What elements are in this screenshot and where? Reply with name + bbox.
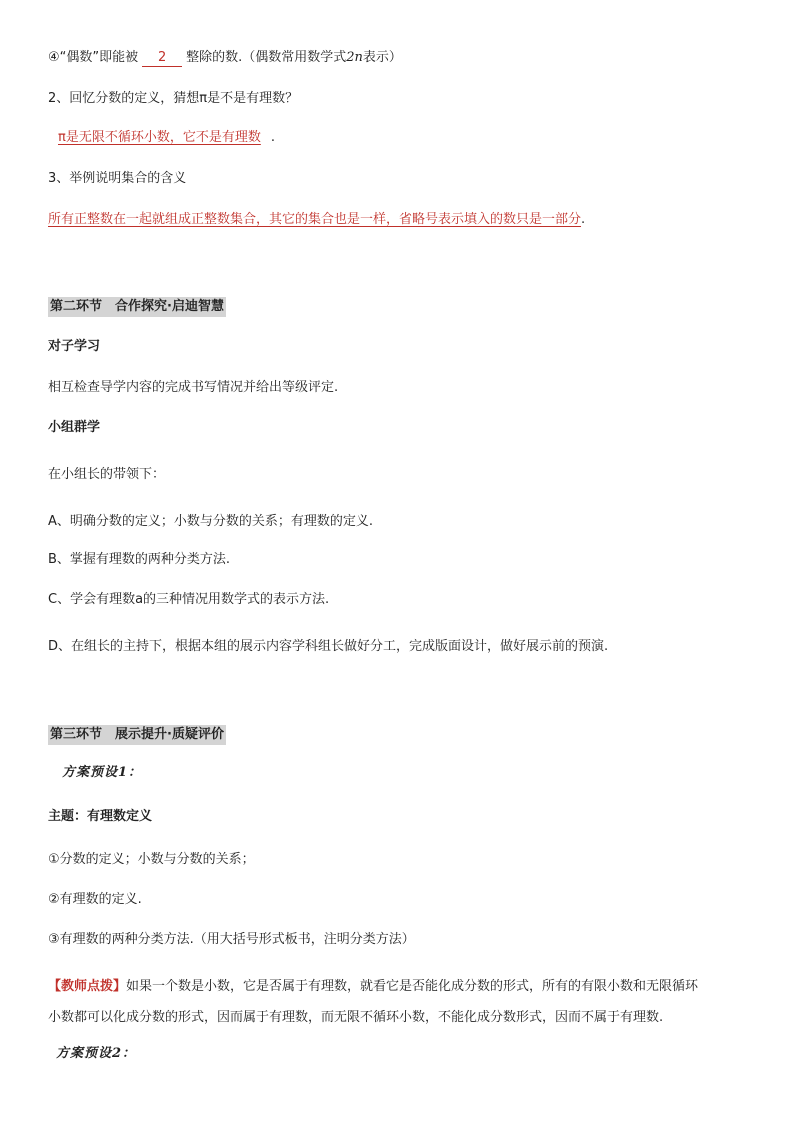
group-item-d: D、在组长的主持下，根据本组的展示内容学科组长做好分工，完成版面设计，做好展示前的预演. [48, 639, 609, 654]
item4-end: 表示） [362, 50, 402, 65]
question-3: 3、举例说明集合的含义 [48, 171, 187, 186]
item4-prefix: ④“偶数”即能被 [48, 50, 139, 65]
question-3-answer-line [48, 211, 585, 229]
question-2-answer-line [48, 129, 275, 147]
question-3-answer: 所有正整数在一起就组成正整数集合，其它的集合也是一样，省略号表示填入的数只是一部分 [48, 212, 582, 227]
point-2: ②有理数的定义. [48, 892, 142, 907]
teacher-tip-line-1 [48, 978, 698, 996]
plan-1-title: 方案预设1： [62, 765, 143, 780]
group-item-a: A、明确分数的定义；小数与分数的关系；有理数的定义. [48, 514, 374, 529]
teacher-tip-line-2: 小数都可以化成分数的形式，因而属于有理数，而无限不循环小数，不能化成分数形式，因而不属于有理数. [48, 1010, 664, 1025]
question-2: 2、回忆分数的定义，猜想π是不是有理数？ [48, 91, 299, 106]
point-3: ③有理数的两种分类方法.（用大括号形式板书，注明分类方法） [48, 932, 415, 947]
point-1: ①分数的定义；小数与分数的关系； [48, 852, 255, 867]
pair-study-title: 对子学习 [48, 339, 101, 354]
group-study-intro: 在小组长的带领下： [48, 467, 166, 482]
item4-expression: 2n [346, 50, 363, 65]
section-2-heading: 第二环节 合作探究·启迪智慧 [48, 297, 226, 317]
group-item-c: C、学会有理数a的三种情况用数学式的表示方法. [48, 592, 330, 607]
topic-title: 主题：有理数定义 [48, 809, 153, 824]
item4-answer-blank: 2 [142, 50, 182, 67]
question-2-answer-end: . [270, 130, 275, 145]
item4-suffix: 整除的数.（偶数常用数学式 [186, 50, 347, 65]
teacher-tip-text-1: 如果一个数是小数，它是否属于有理数，就看它是否能化成分数的形式，所有的有限小数和无限循环 [126, 979, 699, 994]
teacher-tip-label: 【教师点拨】 [48, 979, 127, 994]
group-item-b: B、掌握有理数的两种分类方法. [48, 552, 231, 567]
section-3-heading: 第三环节 展示提升·质疑评价 [48, 725, 226, 745]
question-3-answer-end: . [581, 212, 586, 227]
group-study-title: 小组群学 [48, 420, 101, 435]
item4-line [48, 49, 402, 67]
question-2-answer: π是无限不循环小数，它不是有理数 [58, 130, 261, 145]
plan-2-title: 方案预设2： [56, 1046, 137, 1061]
pair-study-text: 相互检查导学内容的完成书写情况并给出等级评定. [48, 380, 339, 395]
